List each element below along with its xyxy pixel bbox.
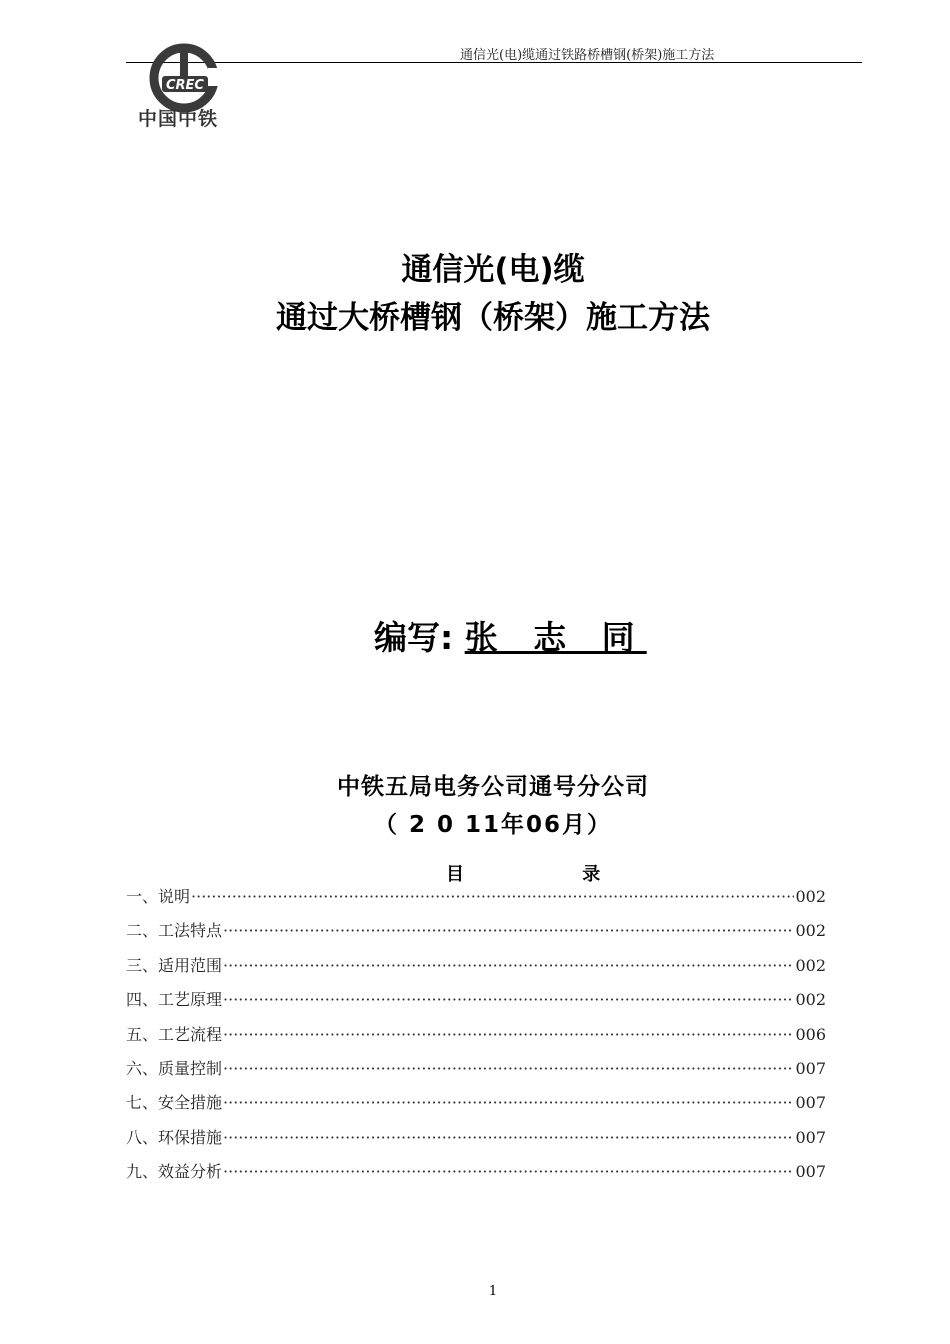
page-number: 1 [488,1284,498,1299]
toc-leader-dots [223,990,794,1009]
toc-item-label: 九、效益分析 [126,1162,223,1182]
toc-leader-dots [223,956,794,975]
toc-item[interactable] [126,1090,826,1124]
toc-item[interactable] [126,987,826,1021]
toc-heading: 目 录 [446,864,657,885]
toc-item-page: 007 [795,1162,826,1182]
author-label: 编写: [374,618,454,657]
toc-item-page: 002 [795,955,826,975]
toc-leader-dots [223,1162,794,1181]
toc-leader-dots [223,1059,794,1078]
toc-leader-dots [223,1025,794,1044]
svg-text:CREC: CREC [166,78,204,93]
toc-item-label: 三、适用范围 [126,955,223,975]
toc-item-page: 007 [795,1058,826,1078]
toc-item-label: 四、工艺原理 [126,990,223,1010]
running-header: 通信光(电)缆通过铁路桥槽钢(桥架)施工方法 [460,48,715,63]
toc-item[interactable] [126,1125,826,1159]
toc-leader-dots [223,1128,794,1147]
toc-item[interactable] [126,884,826,918]
toc-item-page: 006 [795,1024,826,1044]
toc-leader-dots [223,1093,794,1112]
toc-item[interactable] [126,1022,826,1056]
title-line-2: 通过大桥槽钢（桥架）施工方法 [276,300,710,336]
table-of-contents [126,884,826,1194]
toc-item[interactable] [126,1159,826,1193]
toc-item[interactable] [126,1056,826,1090]
toc-item-page: 007 [795,1127,826,1147]
toc-leader-dots [191,887,794,906]
toc-item-page: 007 [795,1093,826,1113]
toc-item-label: 七、安全措施 [126,1093,223,1113]
toc-item-label: 一、说明 [126,887,191,906]
toc-item-page: 002 [795,887,826,906]
toc-leader-dots [223,921,794,940]
date: （ 2 0 11年06月） [373,812,613,838]
toc-item-label: 二、工法特点 [126,921,223,941]
toc-item[interactable] [126,953,826,987]
logo-text: 中国中铁 [138,108,219,130]
toc-item-page: 002 [795,921,826,941]
toc-item-label: 五、工艺流程 [126,1024,223,1044]
toc-item[interactable] [126,918,826,952]
title-line-1: 通信光(电)缆 [401,252,585,288]
author-name: 张 志 同 [464,618,647,657]
toc-item-label: 八、环保措施 [126,1127,223,1147]
organization: 中铁五局电务公司通号分公司 [337,774,649,800]
toc-item-label: 六、质量控制 [126,1058,223,1078]
author-line [374,612,647,659]
toc-item-page: 002 [795,990,826,1010]
